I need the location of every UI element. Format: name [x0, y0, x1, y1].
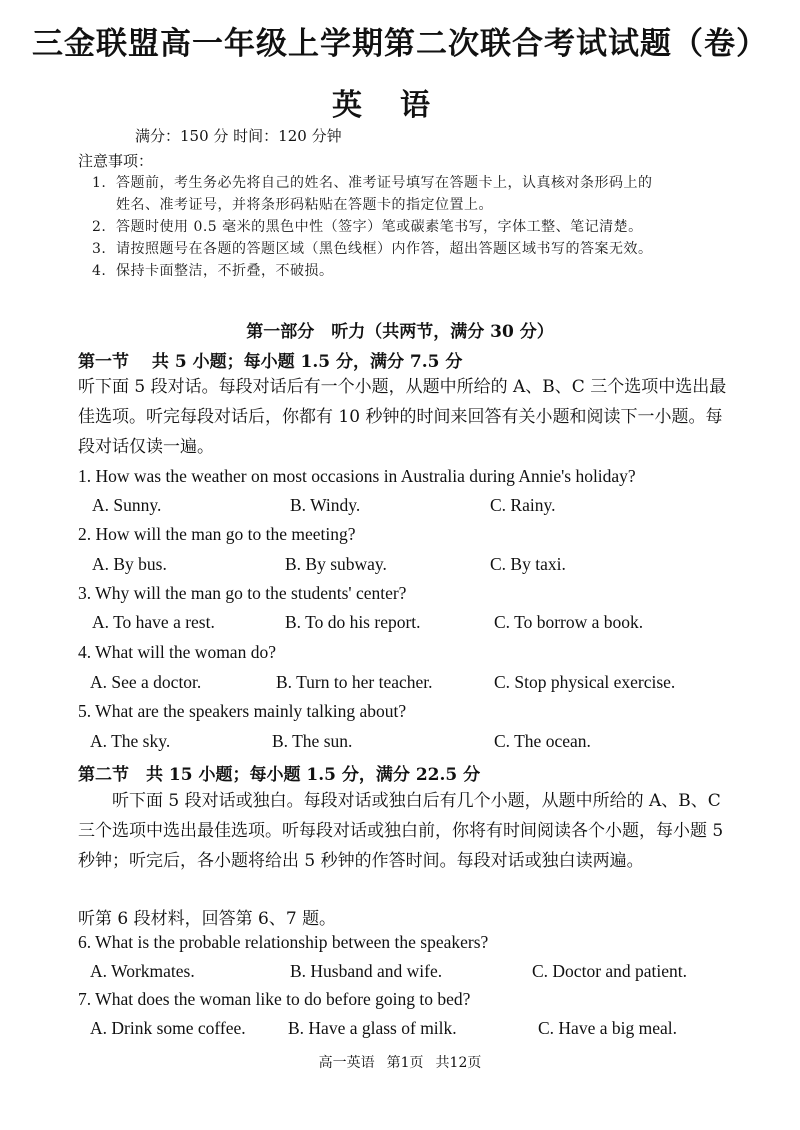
question-4: 4. What will the woman do? — [78, 642, 276, 662]
section-1-instructions: 听下面 5 段对话。每段对话后有一个小题，从题中所给的 A、B、C 三个选项中选出最佳选项。听完每段对话后，你都有 10 秒钟的时间来回答有关小题和阅读下一小题。每段对话仅读一遍。 — [78, 377, 727, 457]
score-time-info: 满分：150 分 时间：120 分钟 — [135, 127, 342, 145]
subject-title: 英语 — [332, 88, 468, 123]
question-3: 3. Why will the man go to the students' center? — [78, 583, 407, 603]
q3-option-c: C. To borrow a book. — [494, 612, 644, 632]
section-2-title: 第二节 共 15 小题；每小题 1.5 分，满分 22.5 分 — [78, 765, 481, 785]
q3-option-a: A. To have a rest. — [92, 612, 215, 632]
notice-text: 保持卡面整洁，不折叠，不破损。 — [116, 263, 334, 279]
question-5: 5. What are the speakers mainly talking about? — [78, 701, 407, 721]
q4-option-a: A. See a doctor. — [90, 672, 202, 692]
q5-option-a: A. The sky. — [90, 731, 171, 751]
q5-option-b: B. The sun. — [272, 731, 353, 751]
exam-title: 三金联盟高一年级上学期第二次联合考试试题（卷） — [32, 26, 768, 62]
notice-item-3 — [92, 238, 653, 258]
q4-option-c: C. Stop physical exercise. — [494, 672, 676, 692]
q6-option-a: A. Workmates. — [90, 961, 195, 981]
notice-text: 答题前，考生务必先将自己的姓名、准考证号填写在答题卡上，认真核对条形码上的 — [116, 175, 653, 191]
q1-option-c: C. Rainy. — [490, 495, 556, 515]
notice-number: 4. — [92, 263, 107, 279]
part-title: 第一部分 听力（共两节，满分 30 分） — [246, 322, 554, 342]
question-6: 6. What is the probable relationship between the speakers? — [78, 932, 489, 952]
notice-item-4 — [92, 260, 334, 280]
q4-option-b: B. Turn to her teacher. — [276, 672, 433, 692]
q7-option-a: A. Drink some coffee. — [90, 1018, 246, 1038]
q1-option-a: A. Sunny. — [92, 495, 162, 515]
notice-heading: 注意事项： — [78, 152, 154, 170]
footer-total-pages: 共12页 — [435, 1055, 482, 1071]
q3-option-b: B. To do his report. — [285, 612, 421, 632]
q7-option-c: C. Have a big meal. — [538, 1018, 677, 1038]
notice-text: 答题时使用 0.5 毫米的黑色中性（签字）笔或碳素笔书写，字体工整、笔记清楚。 — [116, 219, 643, 235]
footer-subject: 高一英语 — [318, 1055, 375, 1071]
footer-page-number: 第1页 — [386, 1055, 424, 1071]
q7-option-b: B. Have a glass of milk. — [288, 1018, 457, 1038]
material-note: 听第 6 段材料，回答第 6、7 题。 — [78, 909, 337, 929]
notice-item-1 — [92, 172, 653, 192]
notice-number: 1. — [92, 175, 107, 191]
section-2-instructions: 听下面 5 段对话或独白。每段对话或独白后有几个小题，从题中所给的 A、B、C 三个选项中选出最佳选项。听每段对话或独白前，你将有时间阅读各个小题，每小题 5 秒钟；听完后，各小题将给出 5 秒钟的作答时间。每段对话或独白读两遍。 — [78, 791, 724, 871]
q6-option-c: C. Doctor and patient. — [532, 961, 688, 981]
q6-option-b: B. Husband and wife. — [290, 961, 443, 981]
q2-option-a: A. By bus. — [92, 554, 167, 574]
question-7: 7. What does the woman like to do before going to bed? — [78, 989, 471, 1009]
q1-option-b: B. Windy. — [290, 495, 361, 515]
notice-text: 请按照题号在各题的答题区域（黑色线框）内作答，超出答题区域书写的答案无效。 — [116, 241, 653, 257]
notice-item-2 — [92, 216, 643, 236]
section-1-title: 第一节 共 5 小题；每小题 1.5 分，满分 7.5 分 — [78, 352, 463, 372]
notice-number: 3. — [92, 241, 107, 257]
notice-number: 2. — [92, 219, 107, 235]
q2-option-b: B. By subway. — [285, 554, 387, 574]
q2-option-c: C. By taxi. — [490, 554, 566, 574]
page-footer — [0, 1052, 800, 1072]
q5-option-c: C. The ocean. — [494, 731, 591, 751]
notice-item-1-continued: 姓名、准考证号，并将条形码粘贴在答题卡的指定位置上。 — [116, 197, 493, 213]
question-2: 2. How will the man go to the meeting? — [78, 524, 356, 544]
question-1: 1. How was the weather on most occasions in Australia during Annie's holiday? — [78, 466, 636, 486]
